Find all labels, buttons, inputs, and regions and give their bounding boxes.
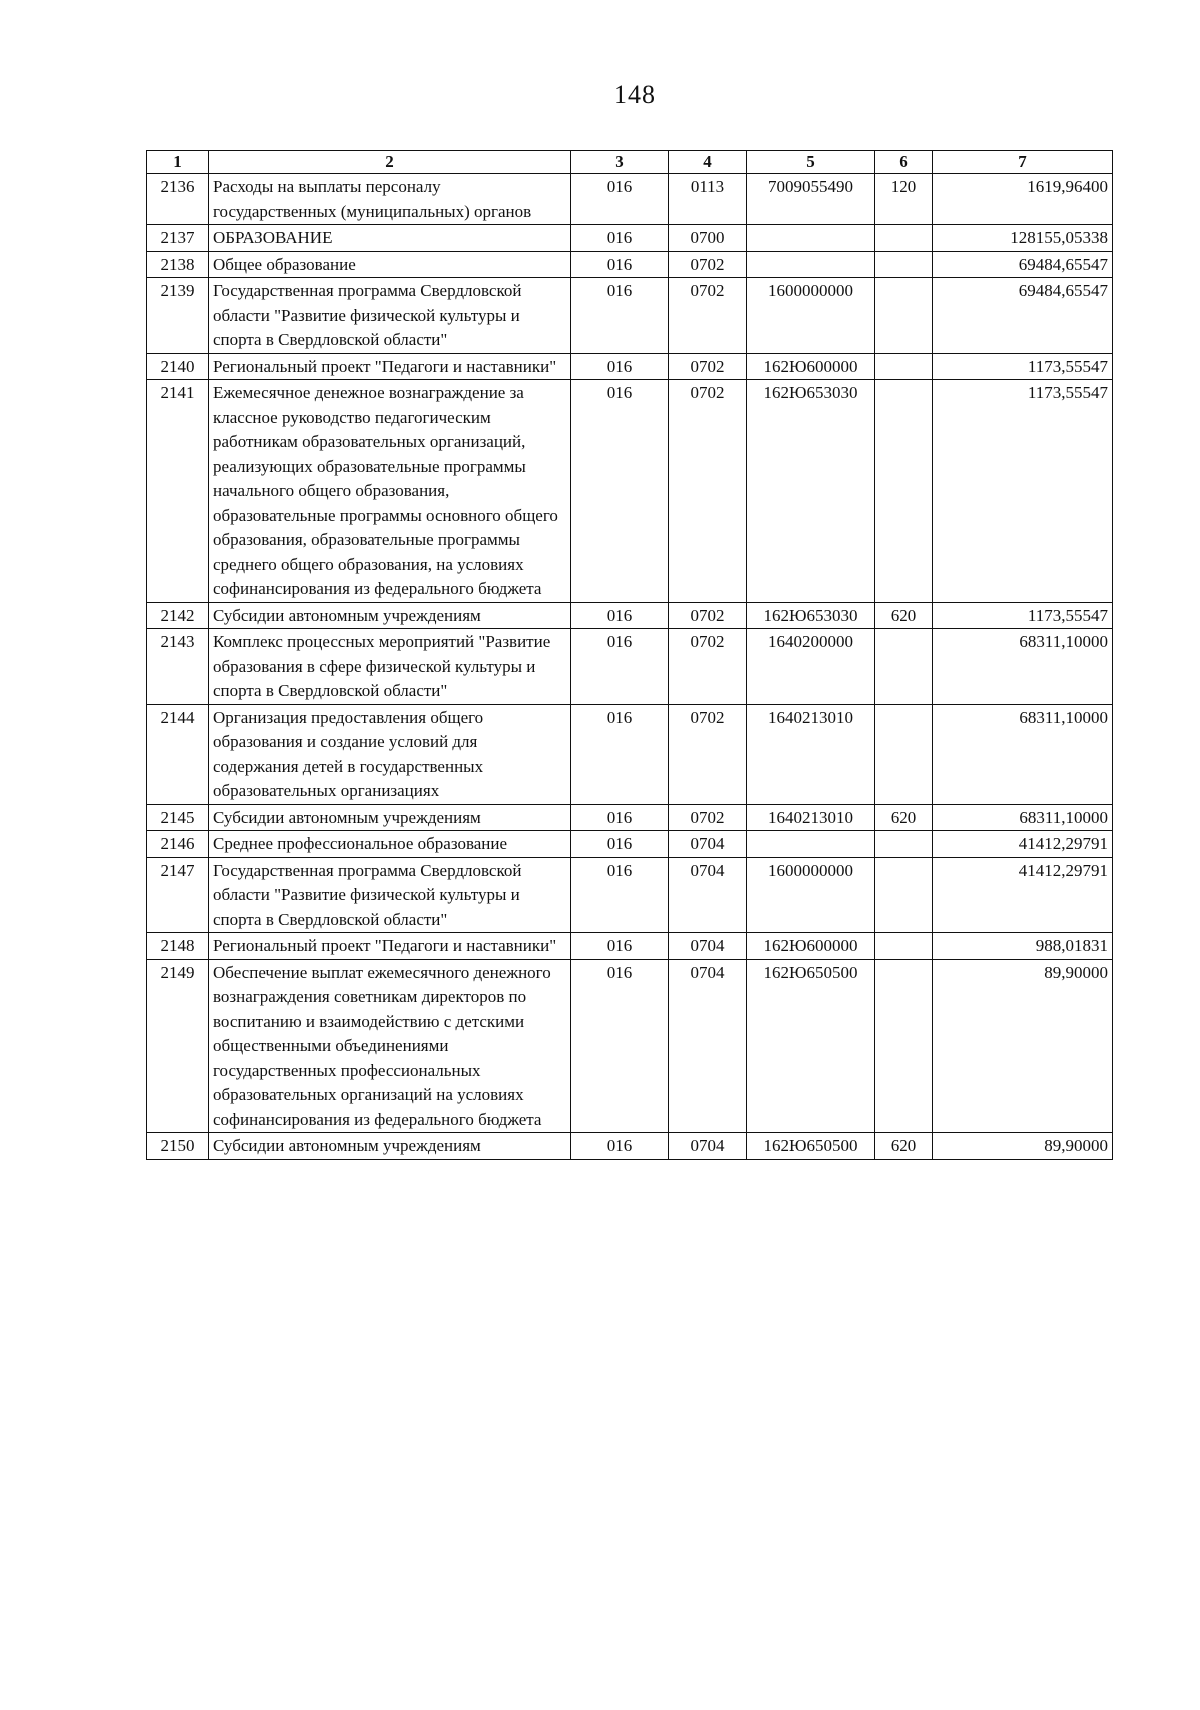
row-name-cell: Обеспечение выплат ежемесячного денежного вознаграждения советникам директоров по воспитанию и взаимодействию с детскими общественными объединениями государственных профессиональных образовательных организаций на условиях софинансирования из федерального бюджета (209, 959, 571, 1133)
section-code-cell: 0702 (669, 704, 747, 804)
row-name-cell: Региональный проект "Педагоги и наставники" (209, 353, 571, 380)
department-code-cell: 016 (571, 831, 669, 858)
expense-type-cell (875, 857, 933, 933)
target-article-cell (747, 251, 875, 278)
page-number: 148 (614, 80, 656, 109)
table-row (147, 353, 1113, 380)
department-code-cell: 016 (571, 353, 669, 380)
section-code-cell: 0113 (669, 174, 747, 225)
target-article-cell: 162Ю653030 (747, 380, 875, 603)
expense-type-cell: 620 (875, 1133, 933, 1160)
row-name-cell: Региональный проект "Педагоги и наставники" (209, 933, 571, 960)
table-row (147, 804, 1113, 831)
row-number-cell: 2144 (147, 704, 209, 804)
expense-type-cell (875, 704, 933, 804)
section-code-cell: 0704 (669, 831, 747, 858)
amount-cell: 1173,55547 (933, 353, 1113, 380)
row-name-cell: Ежемесячное денежное вознаграждение за классное руководство педагогическим работникам образовательных организаций, реализующих образовательные программы начального общего образования, образовательные программы основного общего образования, образовательные программы среднего общего образования, на условиях софинансирования из федерального бюджета (209, 380, 571, 603)
section-code-cell: 0702 (669, 380, 747, 603)
row-number-cell: 2146 (147, 831, 209, 858)
table-row (147, 857, 1113, 933)
target-article-cell: 1640200000 (747, 629, 875, 705)
department-code-cell: 016 (571, 602, 669, 629)
row-number-cell: 2139 (147, 278, 209, 354)
table-row (147, 225, 1113, 252)
row-name-cell: Государственная программа Свердловской области "Развитие физической культуры и спорта в Свердловской области" (209, 278, 571, 354)
row-number-cell: 2143 (147, 629, 209, 705)
amount-cell: 68311,10000 (933, 804, 1113, 831)
department-code-cell: 016 (571, 225, 669, 252)
budget-table (146, 150, 1113, 1160)
table-row (147, 629, 1113, 705)
column-header: 3 (571, 151, 669, 174)
section-code-cell: 0702 (669, 602, 747, 629)
expense-type-cell (875, 353, 933, 380)
row-number-cell: 2147 (147, 857, 209, 933)
expense-type-cell (875, 831, 933, 858)
amount-cell: 89,90000 (933, 1133, 1113, 1160)
amount-cell: 41412,29791 (933, 857, 1113, 933)
section-code-cell: 0702 (669, 278, 747, 354)
department-code-cell: 016 (571, 1133, 669, 1160)
expense-type-cell: 620 (875, 602, 933, 629)
row-name-cell: Организация предоставления общего образования и создание условий для содержания детей в государственных образовательных организациях (209, 704, 571, 804)
department-code-cell: 016 (571, 380, 669, 603)
table-row (147, 933, 1113, 960)
table-row (147, 831, 1113, 858)
section-code-cell: 0700 (669, 225, 747, 252)
target-article-cell: 1600000000 (747, 278, 875, 354)
column-header: 4 (669, 151, 747, 174)
amount-cell: 1173,55547 (933, 602, 1113, 629)
row-number-cell: 2142 (147, 602, 209, 629)
target-article-cell: 162Ю650500 (747, 1133, 875, 1160)
expense-type-cell (875, 225, 933, 252)
table-row (147, 959, 1113, 1133)
expense-type-cell (875, 629, 933, 705)
department-code-cell: 016 (571, 278, 669, 354)
target-article-cell (747, 831, 875, 858)
row-number-cell: 2140 (147, 353, 209, 380)
expense-type-cell (875, 933, 933, 960)
section-code-cell: 0702 (669, 353, 747, 380)
section-code-cell: 0704 (669, 933, 747, 960)
amount-cell: 41412,29791 (933, 831, 1113, 858)
department-code-cell: 016 (571, 251, 669, 278)
amount-cell: 988,01831 (933, 933, 1113, 960)
amount-cell: 1173,55547 (933, 380, 1113, 603)
table-row (147, 704, 1113, 804)
target-article-cell: 162Ю653030 (747, 602, 875, 629)
column-header: 5 (747, 151, 875, 174)
table-row (147, 602, 1113, 629)
row-number-cell: 2149 (147, 959, 209, 1133)
section-code-cell: 0702 (669, 251, 747, 278)
section-code-cell: 0704 (669, 857, 747, 933)
target-article-cell: 1640213010 (747, 704, 875, 804)
table-row (147, 380, 1113, 603)
target-article-cell: 1600000000 (747, 857, 875, 933)
column-header: 6 (875, 151, 933, 174)
target-article-cell: 162Ю600000 (747, 353, 875, 380)
row-name-cell: Комплекс процессных мероприятий "Развитие образования в сфере физической культуры и спорта в Свердловской области" (209, 629, 571, 705)
table-header-row (147, 151, 1113, 174)
row-name-cell: ОБРАЗОВАНИЕ (209, 225, 571, 252)
department-code-cell: 016 (571, 959, 669, 1133)
department-code-cell: 016 (571, 933, 669, 960)
row-name-cell: Общее образование (209, 251, 571, 278)
table-row (147, 1133, 1113, 1160)
column-header: 2 (209, 151, 571, 174)
row-number-cell: 2148 (147, 933, 209, 960)
department-code-cell: 016 (571, 804, 669, 831)
row-number-cell: 2136 (147, 174, 209, 225)
row-name-cell: Субсидии автономным учреждениям (209, 804, 571, 831)
target-article-cell: 7009055490 (747, 174, 875, 225)
section-code-cell: 0702 (669, 629, 747, 705)
amount-cell: 89,90000 (933, 959, 1113, 1133)
expense-type-cell (875, 251, 933, 278)
section-code-cell: 0704 (669, 1133, 747, 1160)
expense-type-cell (875, 959, 933, 1133)
table-row (147, 251, 1113, 278)
row-name-cell: Субсидии автономным учреждениям (209, 602, 571, 629)
row-name-cell: Субсидии автономным учреждениям (209, 1133, 571, 1160)
row-number-cell: 2150 (147, 1133, 209, 1160)
department-code-cell: 016 (571, 174, 669, 225)
department-code-cell: 016 (571, 704, 669, 804)
row-name-cell: Государственная программа Свердловской области "Развитие физической культуры и спорта в Свердловской области" (209, 857, 571, 933)
amount-cell: 68311,10000 (933, 704, 1113, 804)
target-article-cell: 1640213010 (747, 804, 875, 831)
expense-type-cell (875, 380, 933, 603)
amount-cell: 68311,10000 (933, 629, 1113, 705)
row-name-cell: Расходы на выплаты персоналу государственных (муниципальных) органов (209, 174, 571, 225)
table-row (147, 174, 1113, 225)
department-code-cell: 016 (571, 629, 669, 705)
section-code-cell: 0704 (669, 959, 747, 1133)
amount-cell: 69484,65547 (933, 251, 1113, 278)
column-header: 7 (933, 151, 1113, 174)
target-article-cell: 162Ю600000 (747, 933, 875, 960)
target-article-cell (747, 225, 875, 252)
amount-cell: 128155,05338 (933, 225, 1113, 252)
section-code-cell: 0702 (669, 804, 747, 831)
row-number-cell: 2138 (147, 251, 209, 278)
amount-cell: 69484,65547 (933, 278, 1113, 354)
expense-type-cell (875, 278, 933, 354)
row-number-cell: 2145 (147, 804, 209, 831)
target-article-cell: 162Ю650500 (747, 959, 875, 1133)
row-name-cell: Среднее профессиональное образование (209, 831, 571, 858)
table-row (147, 278, 1113, 354)
expense-type-cell: 120 (875, 174, 933, 225)
row-number-cell: 2141 (147, 380, 209, 603)
column-header: 1 (147, 151, 209, 174)
expense-type-cell: 620 (875, 804, 933, 831)
row-number-cell: 2137 (147, 225, 209, 252)
amount-cell: 1619,96400 (933, 174, 1113, 225)
department-code-cell: 016 (571, 857, 669, 933)
